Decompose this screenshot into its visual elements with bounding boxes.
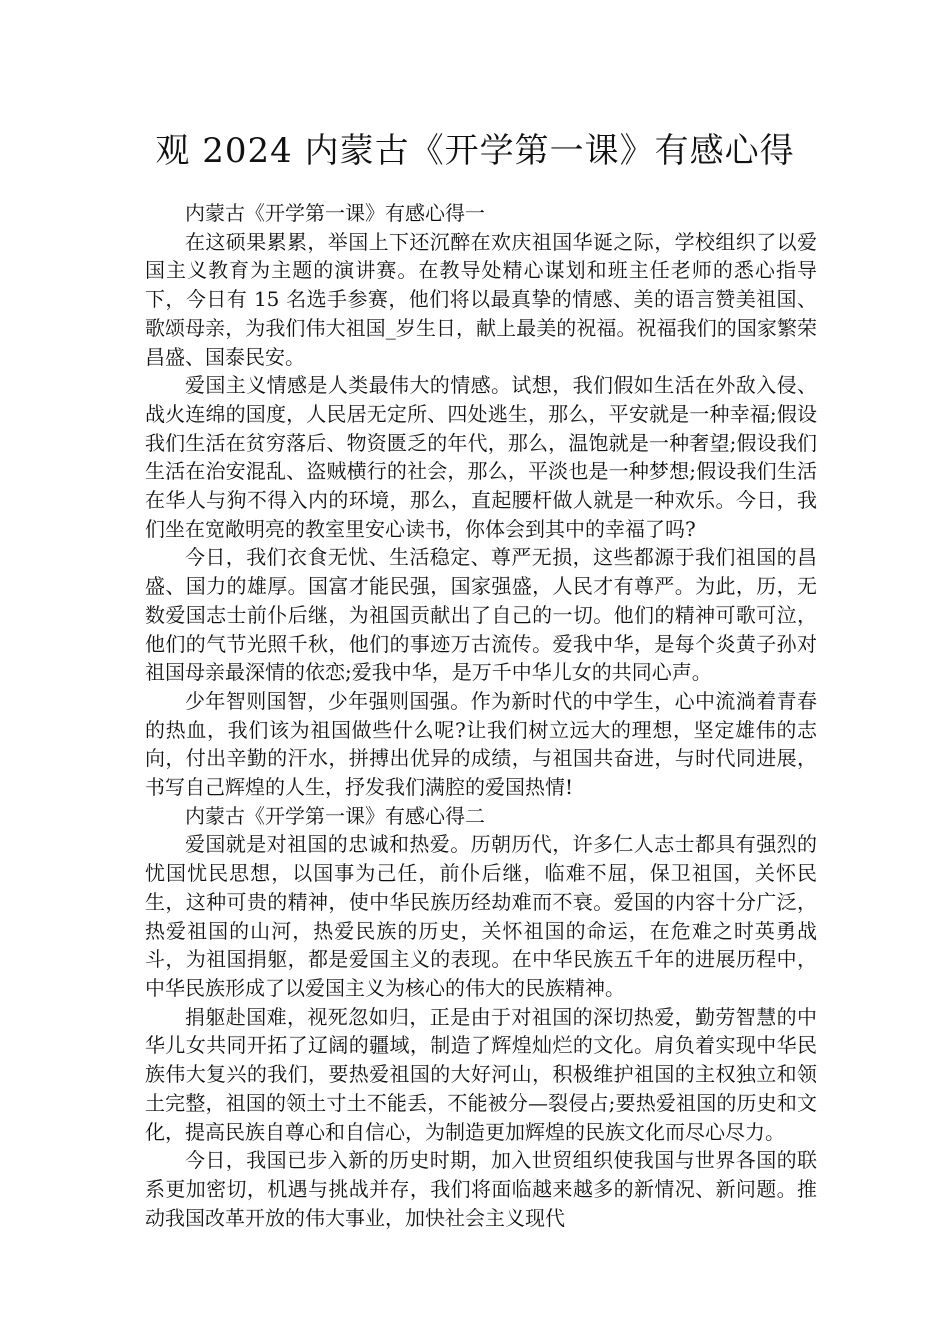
section-heading: 内蒙古《开学第一课》有感心得一 [185,201,485,225]
body-paragraph: 爱国就是对祖国的忠诚和热爱。历朝历代，许多仁人志士都具有强烈的忧国忧民思想，以国事为己任，前仆后继，临难不屈，保卫祖国，关怀民生，这种可贵的精神，使中华民族历经劫难而不衰。爱国的内容十分广泛，热爱祖国的山河，热爱民族的历史，关怀祖国的命运，在危难之时英勇战斗，为祖国捐躯，都是爱国主义的表现。在中华民族五千年的进展历程中，中华民族形成了以爱国主义为核心的伟大的民族精神。 [145,832,817,1000]
section-heading: 内蒙古《开学第一课》有感心得二 [185,803,485,828]
document-title: 观 2024 内蒙古《开学第一课》有感心得 [155,131,795,171]
body-paragraph: 今日，我国已步入新的历史时期，加入世贸组织使我国与世界各国的联系更加密切，机遇与挑战并存，我们将面临越来越多的新情况、新问题。推动我国改革开放的伟大事业，加快社会主义现代 [145,1148,817,1230]
body-paragraph: 在这硕果累累，举国上下还沉醉在欢庆祖国华诞之际，学校组织了以爱国主义教育为主题的演讲赛。在教导处精心谋划和班主任老师的悉心指导下，今日有 15 名选手参赛，他们将以最真挚的情感、美的语言赞美祖国、歌颂母亲，为我们伟大祖国_岁生日，献上最美的祝福。祝福我们的国家繁荣昌盛、国泰民安。 [145,229,817,369]
document-body [145,199,817,1232]
body-paragraph: 今日，我们衣食无忧、生活稳定、尊严无损，这些都源于我们祖国的昌盛、国力的雄厚。国富才能民强，国家强盛，人民才有尊严。为此，历，无数爱国志士前仆后继，为祖国贡献出了自己的一切。他们的精神可歌可泣，他们的气节光照千秋，他们的事迹万古流传。爱我中华，是每个炎黄子孙对祖国母亲最深情的依恋;爱我中华，是万千中华儿女的共同心声。 [145,545,817,685]
body-paragraph: 爱国主义情感是人类最伟大的情感。试想，我们假如生活在外敌入侵、战火连绵的国度，人民居无定所、四处逃生，那么，平安就是一种幸福;假设我们生活在贫穷落后、物资匮乏的年代，那么，温饱就是一种奢望;假设我们生活在治安混乱、盗贼横行的社会，那么，平淡也是一种梦想;假设我们生活在华人与狗不得入内的环境，那么，直起腰杆做人就是一种欢乐。今日，我们坐在宽敞明亮的教室里安心读书，你体会到其中的幸福了吗? [145,373,817,541]
body-paragraph: 捐躯赴国难，视死忽如归，正是由于对祖国的深切热爱，勤劳智慧的中华儿女共同开拓了辽阔的疆域，制造了辉煌灿烂的文化。肩负着实现中华民族伟大复兴的我们，要热爱祖国的大好河山，积极维护祖国的主权独立和领土完整，祖国的领土寸土不能丢，不能被分—裂侵占;要热爱祖国的历史和文化，提高民族自尊心和自信心，为制造更加辉煌的民族文化而尽心尽力。 [145,1004,817,1144]
body-paragraph: 少年智则国智，少年强则国强。作为新时代的中学生，心中流淌着青春的热血，我们该为祖国做些什么呢?让我们树立远大的理想，坚定雄伟的志向，付出辛勤的汗水，拼搏出优异的成绩，与祖国共奋进，与时代同进展，书写自己辉煌的人生，抒发我们满腔的爱国热情! [145,688,817,800]
